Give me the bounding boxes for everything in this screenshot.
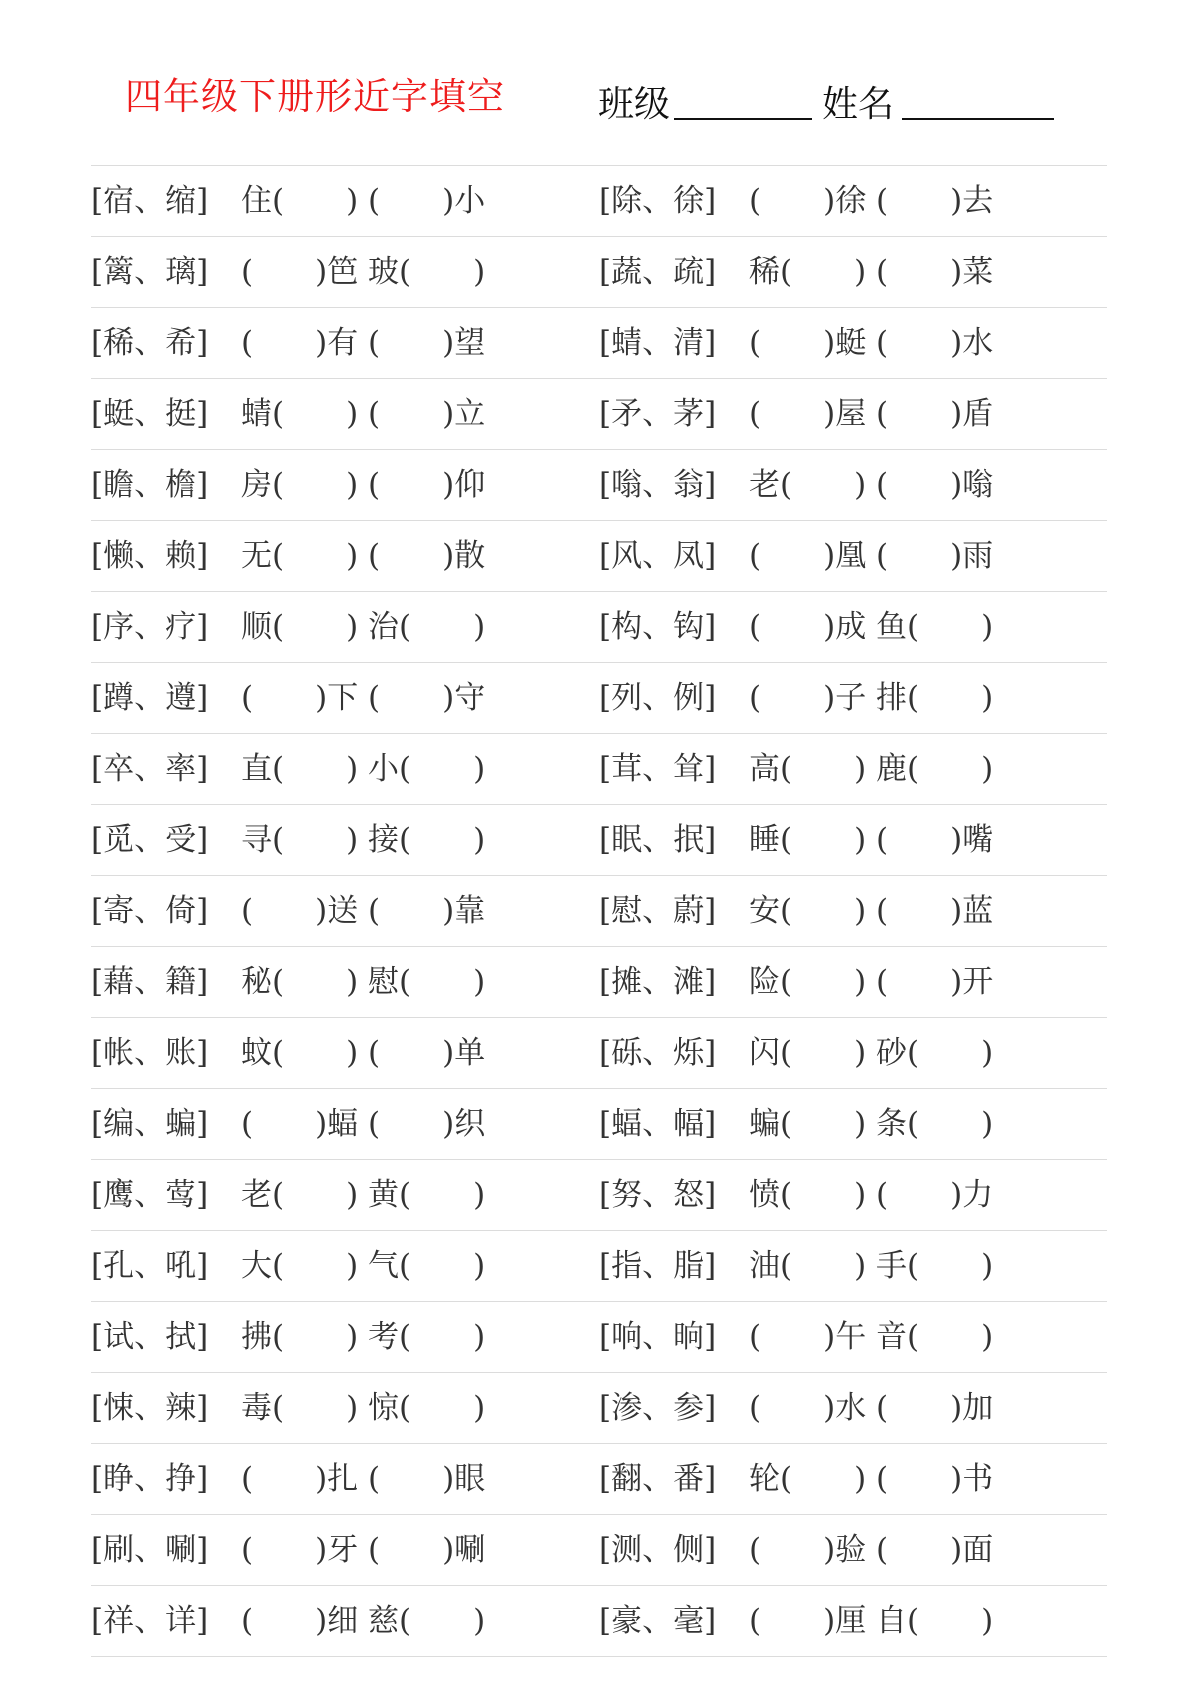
fill-in-blanks[interactable]: ( )蝠 ( )织 [241, 1106, 486, 1142]
fill-in-blanks[interactable]: 险( ) ( )开 [749, 964, 994, 1000]
exercise-row [91, 1230, 1107, 1301]
character-pair: [构、钩] [599, 609, 717, 645]
character-pair: [嗡、翁] [599, 467, 717, 503]
fill-in-blanks[interactable]: ( )送 ( )靠 [241, 893, 486, 929]
character-pair: [睁、挣] [91, 1461, 209, 1497]
class-label: 班级 [598, 84, 671, 125]
exercise-item-left [91, 805, 485, 875]
fill-in-blanks[interactable]: 直( ) 小( ) [241, 751, 486, 787]
fill-in-blanks[interactable]: ( )水 ( )加 [749, 1390, 994, 1426]
fill-in-blanks[interactable]: ( )蜓 ( )水 [749, 325, 994, 361]
character-pair: [瞻、檐] [91, 467, 209, 503]
fill-in-blanks[interactable]: ( )验 ( )面 [749, 1532, 994, 1568]
exercise-item-left [91, 1018, 485, 1088]
fill-in-blanks[interactable]: 闪( ) 砂( ) [749, 1035, 994, 1071]
exercise-row [91, 449, 1107, 520]
fill-in-blanks[interactable]: ( )成 鱼( ) [749, 609, 994, 645]
exercise-row [91, 1585, 1107, 1657]
fill-in-blanks[interactable]: 住( ) ( )小 [241, 183, 486, 219]
character-pair: [稀、希] [91, 325, 209, 361]
exercise-row [91, 662, 1107, 733]
character-pair: [祥、详] [91, 1603, 209, 1639]
exercise-item-right [599, 450, 993, 520]
character-pair: [帐、账] [91, 1035, 209, 1071]
character-pair: [编、蝙] [91, 1106, 209, 1142]
character-pair: [寄、倚] [91, 893, 209, 929]
exercise-row [91, 1017, 1107, 1088]
exercise-item-right [599, 1231, 993, 1301]
exercise-item-left [91, 734, 485, 804]
exercise-row [91, 733, 1107, 804]
character-pair: [宿、缩] [91, 183, 209, 219]
fill-in-blanks[interactable]: 拂( ) 考( ) [241, 1319, 486, 1355]
exercise-row [91, 875, 1107, 946]
fill-in-blanks[interactable]: ( )有 ( )望 [241, 325, 486, 361]
character-pair: [试、拭] [91, 1319, 209, 1355]
exercise-item-right [599, 1586, 993, 1656]
exercise-item-right [599, 1160, 993, 1230]
fill-in-blanks[interactable]: ( )厘 自( ) [749, 1603, 994, 1639]
fill-in-blanks[interactable]: ( )屋 ( )盾 [749, 396, 994, 432]
exercise-row [91, 307, 1107, 378]
exercise-item-right [599, 1373, 993, 1443]
character-pair: [序、疗] [91, 609, 209, 645]
exercise-item-right [599, 379, 993, 449]
fill-in-blanks[interactable]: 轮( ) ( )书 [749, 1461, 994, 1497]
exercise-item-left [91, 1302, 485, 1372]
fill-in-blanks[interactable]: ( )牙 ( )唰 [241, 1532, 486, 1568]
worksheet-title: 四年级下册形近字填空 [125, 75, 505, 118]
exercise-row [91, 1514, 1107, 1585]
fill-in-blanks[interactable]: 蚊( ) ( )单 [241, 1035, 486, 1071]
exercise-item-right [599, 734, 993, 804]
exercise-item-left [91, 663, 485, 733]
character-pair: [蜻、清] [599, 325, 717, 361]
fill-in-blanks[interactable]: 房( ) ( )仰 [241, 467, 486, 503]
character-pair: [慰、蔚] [599, 893, 717, 929]
name-label: 姓名 [822, 84, 895, 125]
fill-in-blanks[interactable]: ( )子 排( ) [749, 680, 994, 716]
fill-in-blanks[interactable]: 大( ) 气( ) [241, 1248, 486, 1284]
exercise-item-left [91, 876, 485, 946]
exercise-item-right [599, 1444, 993, 1514]
exercise-item-left [91, 308, 485, 378]
exercise-row [91, 1159, 1107, 1230]
character-pair: [摊、滩] [599, 964, 717, 1000]
exercise-item-left [91, 450, 485, 520]
exercise-item-left [91, 1373, 485, 1443]
character-pair: [风、凤] [599, 538, 717, 574]
character-pair: [列、例] [599, 680, 717, 716]
exercise-item-left [91, 1515, 485, 1585]
fill-in-blanks[interactable]: ( )徐 ( )去 [749, 183, 994, 219]
fill-in-blanks[interactable]: 愤( ) ( )力 [749, 1177, 994, 1213]
fill-in-blanks[interactable]: 高( ) 鹿( ) [749, 751, 994, 787]
fill-in-blanks[interactable]: 秘( ) 慰( ) [241, 964, 486, 1000]
exercise-row [91, 1088, 1107, 1159]
fill-in-blanks[interactable]: ( )细 慈( ) [241, 1603, 486, 1639]
character-pair: [响、晌] [599, 1319, 717, 1355]
exercise-item-right [599, 1018, 993, 1088]
exercise-item-left [91, 947, 485, 1017]
character-pair: [茸、耸] [599, 751, 717, 787]
character-pair: [蝠、幅] [599, 1106, 717, 1142]
fill-in-blanks[interactable]: ( )扎 ( )眼 [241, 1461, 486, 1497]
character-pair: [渗、参] [599, 1390, 717, 1426]
character-pair: [豪、毫] [599, 1603, 717, 1639]
character-pair: [悚、辣] [91, 1390, 209, 1426]
character-pair: [努、怒] [599, 1177, 717, 1213]
exercise-item-left [91, 1444, 485, 1514]
exercise-item-left [91, 166, 485, 236]
exercise-item-right [599, 947, 993, 1017]
fill-in-blanks[interactable]: ( )凰 ( )雨 [749, 538, 994, 574]
exercise-row [91, 1372, 1107, 1443]
exercise-item-right [599, 237, 993, 307]
character-pair: [翻、番] [599, 1461, 717, 1497]
character-pair: [卒、率] [91, 751, 209, 787]
fill-in-blanks[interactable]: 毒( ) 惊( ) [241, 1390, 486, 1426]
exercise-row [91, 591, 1107, 662]
fill-in-blanks[interactable]: ( )午 音( ) [749, 1319, 994, 1355]
fill-in-blanks[interactable]: 蜻( ) ( )立 [241, 396, 486, 432]
exercise-row [91, 1443, 1107, 1514]
character-pair: [觅、受] [91, 822, 209, 858]
exercise-table [91, 165, 1107, 1657]
character-pair: [矛、茅] [599, 396, 717, 432]
exercise-row [91, 378, 1107, 449]
exercise-item-left [91, 1231, 485, 1301]
exercise-item-right [599, 166, 993, 236]
class-blank-line [674, 118, 812, 120]
character-pair: [砾、烁] [599, 1035, 717, 1071]
fill-in-blanks[interactable]: 稀( ) ( )菜 [749, 254, 994, 290]
exercise-row [91, 520, 1107, 591]
character-pair: [测、侧] [599, 1532, 717, 1568]
fill-in-blanks[interactable]: 安( ) ( )蓝 [749, 893, 994, 929]
student-info [598, 76, 1058, 124]
exercise-item-left [91, 379, 485, 449]
character-pair: [蹲、遵] [91, 680, 209, 716]
exercise-item-right [599, 876, 993, 946]
exercise-item-right [599, 1515, 993, 1585]
character-pair: [藉、籍] [91, 964, 209, 1000]
character-pair: [眠、抿] [599, 822, 717, 858]
character-pair: [刷、唰] [91, 1532, 209, 1568]
exercise-item-right [599, 663, 993, 733]
character-pair: [懒、赖] [91, 538, 209, 574]
fill-in-blanks[interactable]: 顺( ) 治( ) [241, 609, 486, 645]
exercise-row [91, 1301, 1107, 1372]
fill-in-blanks[interactable]: ( )下 ( )守 [241, 680, 486, 716]
exercise-item-right [599, 308, 993, 378]
name-blank-line [902, 118, 1054, 120]
exercise-item-left [91, 521, 485, 591]
exercise-item-left [91, 1160, 485, 1230]
fill-in-blanks[interactable]: ( )笆 玻( ) [241, 254, 486, 290]
exercise-item-left [91, 1089, 485, 1159]
character-pair: [蜓、挺] [91, 396, 209, 432]
exercise-row [91, 804, 1107, 875]
character-pair: [鹰、莺] [91, 1177, 209, 1213]
exercise-item-right [599, 521, 993, 591]
fill-in-blanks[interactable]: 睡( ) ( )嘴 [749, 822, 994, 858]
exercise-item-right [599, 805, 993, 875]
fill-in-blanks[interactable]: 寻( ) 接( ) [241, 822, 486, 858]
exercise-item-left [91, 592, 485, 662]
exercise-item-left [91, 1586, 485, 1656]
character-pair: [孔、吼] [91, 1248, 209, 1284]
fill-in-blanks[interactable]: 老( ) ( )嗡 [749, 467, 994, 503]
exercise-item-left [91, 237, 485, 307]
exercise-row [91, 165, 1107, 236]
character-pair: [蔬、疏] [599, 254, 717, 290]
character-pair: [篱、璃] [91, 254, 209, 290]
exercise-item-right [599, 1089, 993, 1159]
fill-in-blanks[interactable]: 油( ) 手( ) [749, 1248, 994, 1284]
character-pair: [指、脂] [599, 1248, 717, 1284]
exercise-row [91, 946, 1107, 1017]
character-pair: [除、徐] [599, 183, 717, 219]
fill-in-blanks[interactable]: 蝙( ) 条( ) [749, 1106, 994, 1142]
exercise-item-right [599, 1302, 993, 1372]
exercise-item-right [599, 592, 993, 662]
fill-in-blanks[interactable]: 老( ) 黄( ) [241, 1177, 486, 1213]
fill-in-blanks[interactable]: 无( ) ( )散 [241, 538, 486, 574]
exercise-row [91, 236, 1107, 307]
